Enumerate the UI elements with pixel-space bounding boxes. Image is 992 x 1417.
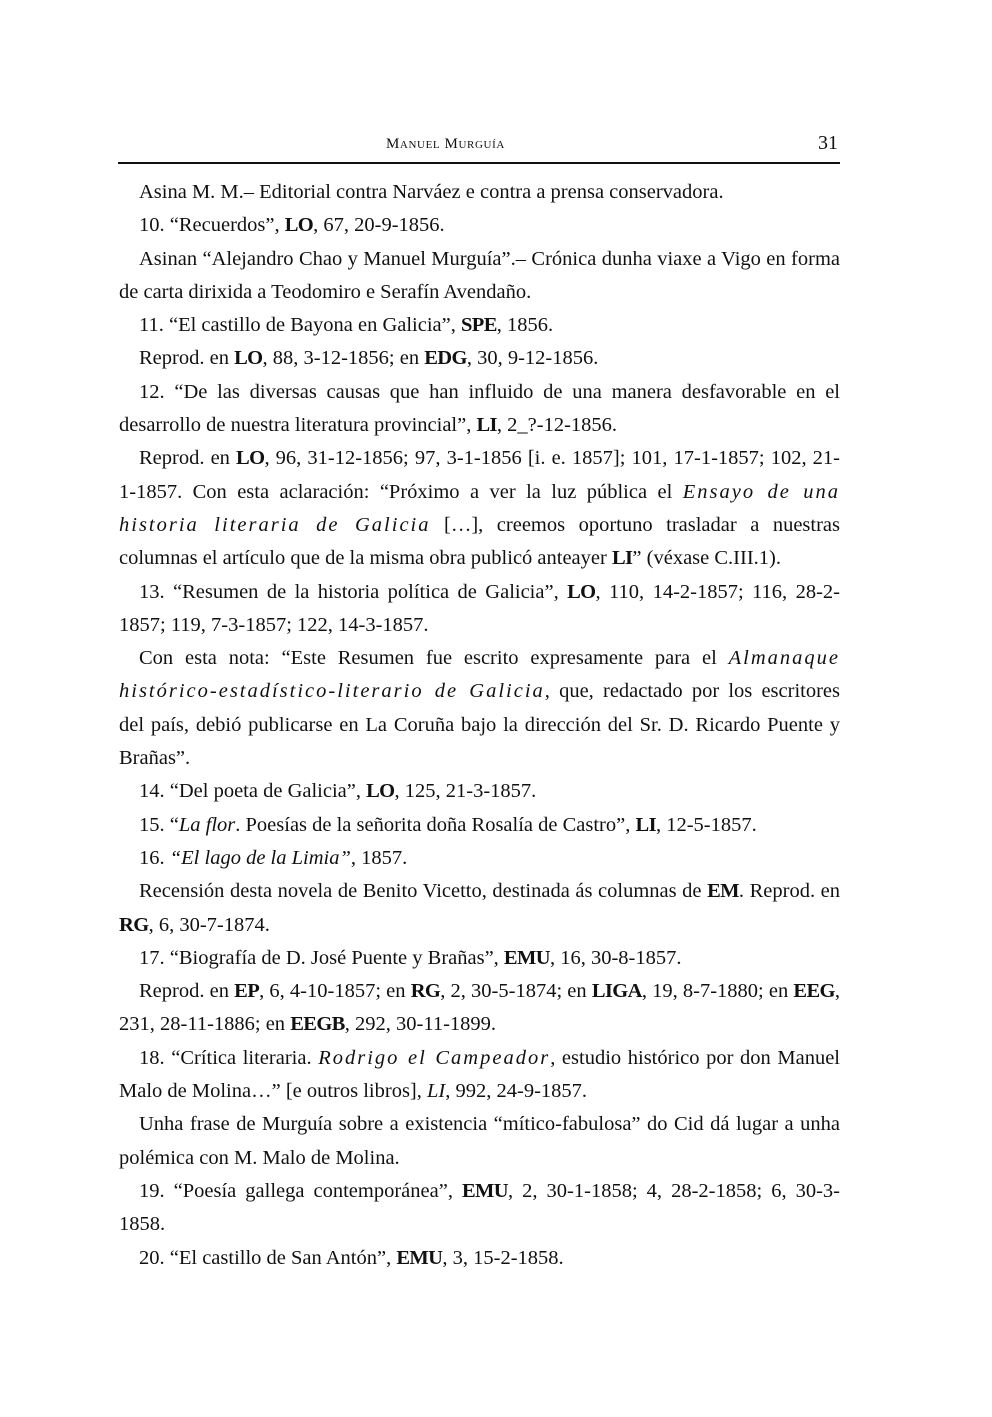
- publication-abbrev: LI: [635, 813, 656, 836]
- entry-text: , 992, 24-9-1857.: [445, 1080, 588, 1103]
- bibliography-entry: [119, 875, 840, 942]
- publication-abbrev: LO: [284, 214, 314, 237]
- entry-text: , 125, 21-3-1857.: [394, 780, 537, 803]
- page-number: 31: [818, 132, 838, 154]
- bibliography-entry: [119, 209, 840, 242]
- bibliography-entry: [119, 342, 840, 375]
- title-italic: LI: [427, 1080, 446, 1103]
- entry-text: […], creemos oportuno trasladar a nuestras columnas el artículo que de la misma obra publicó anteayer: [119, 513, 840, 570]
- bibliography-entry: [119, 642, 840, 775]
- entry-text: Recensión desta novela de Benito Vicetto, destinada ás columnas de: [139, 880, 708, 903]
- entry-text: , 12-5-1857.: [655, 813, 757, 836]
- entry-text: 18. “Crítica literaria.: [139, 1046, 319, 1069]
- publication-abbrev: EM: [707, 880, 739, 903]
- bibliography-entry: [119, 243, 840, 310]
- publication-abbrev: LIGA: [591, 980, 642, 1003]
- entry-text: 19. “Poesía gallega contemporánea”,: [139, 1179, 462, 1202]
- publication-abbrev: LI: [476, 414, 497, 437]
- entry-text: , 16, 30-8-1857.: [549, 946, 682, 969]
- entry-text: , 19, 8-7-1880; en: [641, 980, 794, 1003]
- entry-text: , 292, 30-11-1899.: [344, 1013, 497, 1036]
- entry-text: Con esta nota: “Este Resumen fue escrito expresamente para el: [139, 647, 729, 670]
- publication-abbrev: EMU: [461, 1179, 508, 1202]
- entry-text: , 2, 30-1-1858; 4, 28-2-1858; 6, 30-3-1858.: [119, 1179, 840, 1236]
- bibliography-entry: [119, 309, 840, 342]
- bibliography-entry: [119, 376, 840, 443]
- entry-text: 14. “Del poeta de Galicia”,: [139, 780, 367, 803]
- entry-text: Reprod. en: [139, 447, 237, 470]
- bibliography-entry: [119, 576, 840, 643]
- running-title-author: Manuel Murguía: [386, 136, 505, 152]
- running-header: [118, 128, 840, 164]
- publication-abbrev: SPE: [461, 314, 497, 337]
- publication-abbrev: RG: [119, 913, 149, 936]
- entry-text: 11. “El castillo de Bayona en Galicia”,: [139, 314, 461, 337]
- entry-text: , 2, 30-5-1874; en: [440, 980, 592, 1003]
- publication-abbrev: EP: [234, 980, 260, 1003]
- entry-text: 20. “El castillo de San Antón”,: [139, 1246, 397, 1269]
- entry-text: 13. “Resumen de la historia política de Galicia”,: [139, 580, 568, 603]
- bibliography-entry: [119, 1108, 840, 1175]
- bibliography-entry: [119, 842, 840, 875]
- entry-text: . Reprod. en: [738, 880, 840, 903]
- bibliography-entry: [119, 809, 840, 842]
- entry-text: , 96, 31-12-1856; 97, 3-1-1856 [i. e. 1857]; 101, 17-1-1857; 102, 21-1-1857. Con esta aclaración: “Próximo a ver la luz pública el: [119, 447, 840, 503]
- publication-abbrev: LO: [366, 780, 395, 803]
- publication-abbrev: EMU: [396, 1246, 443, 1269]
- bibliography-entry: [119, 775, 840, 808]
- entry-text: Asinan “Alejandro Chao y Manuel Murguía”.– Crónica dunha viaxe a Vigo en forma de carta dirixida a Teodomiro e Serafín Avendaño.: [119, 247, 840, 303]
- entry-text: 17. “Biografía de D. José Puente y Brañas”,: [139, 946, 504, 969]
- title-italic: Almanaque histórico-estadístico-literario de Galicia: [119, 647, 840, 703]
- publication-abbrev: EEG: [793, 980, 835, 1003]
- publication-abbrev: EEGB: [290, 1013, 345, 1036]
- entry-text: 15. “: [139, 813, 179, 836]
- publication-abbrev: LO: [567, 580, 596, 603]
- entry-text: , 67, 20-9-1856.: [313, 214, 445, 237]
- bibliography-body: [119, 176, 840, 1275]
- entry-text: Unha frase de Murguía sobre a existencia “mítico-fabulosa” do Cid dá lugar a unha polémica con M. Malo de Molina.: [119, 1113, 840, 1169]
- bibliography-entry: [119, 942, 840, 975]
- publication-abbrev: LO: [234, 347, 263, 370]
- title-italic: La flor: [178, 813, 236, 836]
- title-italic: “El lago de la Limia”: [169, 846, 351, 869]
- bibliography-entry: [119, 975, 840, 1042]
- entry-text: Asina M. M.– Editorial contra Narváez e contra a prensa conservadora.: [139, 181, 724, 203]
- entry-text: Reprod. en: [139, 347, 235, 370]
- entry-text: 10. “Recuerdos”,: [139, 214, 285, 237]
- entry-text: , 231, 28-11-1886; en: [119, 980, 841, 1036]
- entry-text: 12. “De las diversas causas que han influido de una manera desfavorable en el desarrollo de nuestra literatura provincial”,: [119, 380, 840, 437]
- entry-text: , que, redactado por los escritores del país, debió publicarse en La Coruña bajo la dirección del Sr. D. Ricardo Puente y Brañas”.: [119, 680, 840, 770]
- entry-text: . Poesías de la señorita doña Rosalía de Castro”,: [235, 813, 636, 836]
- title-italic: Rodrigo el Campeador: [318, 1046, 551, 1069]
- entry-text: ” (véxase C.III.1).: [632, 547, 781, 570]
- bibliography-entry: [119, 1242, 840, 1275]
- entry-text: , 6, 4-10-1857; en: [259, 980, 411, 1003]
- entry-text: , 6, 30-7-1874.: [148, 913, 270, 936]
- entry-text: , 2_?-12-1856.: [496, 414, 618, 437]
- bibliography-entry: [119, 1175, 840, 1242]
- bibliography-entry: [119, 176, 840, 209]
- publication-abbrev: RG: [410, 980, 441, 1003]
- entry-text: , 30, 9-12-1856.: [466, 347, 599, 370]
- entry-text: , 1857.: [350, 846, 408, 869]
- title-italic: Ensayo de una historia literaria de Galicia: [119, 480, 841, 536]
- entry-text: , estudio histórico por don Manuel Malo de Molina…” [e outros libros],: [119, 1046, 841, 1103]
- bibliography-entry: [119, 1042, 840, 1109]
- publication-abbrev: LO: [236, 447, 265, 470]
- entry-text: , 88, 3-12-1856; en: [262, 347, 425, 370]
- entry-text: , 1856.: [496, 314, 554, 337]
- publication-abbrev: EDG: [424, 347, 467, 370]
- bibliography-entry: [119, 442, 840, 575]
- entry-text: 16.: [139, 846, 170, 869]
- entry-text: , 3, 15-2-1858.: [442, 1246, 564, 1269]
- entry-text: , 110, 14-2-1857; 116, 28-2-1857; 119, 7-3-1857; 122, 14-3-1857.: [119, 580, 840, 636]
- publication-abbrev: LI: [611, 547, 633, 570]
- publication-abbrev: EMU: [503, 946, 550, 969]
- entry-text: Reprod. en: [139, 980, 235, 1003]
